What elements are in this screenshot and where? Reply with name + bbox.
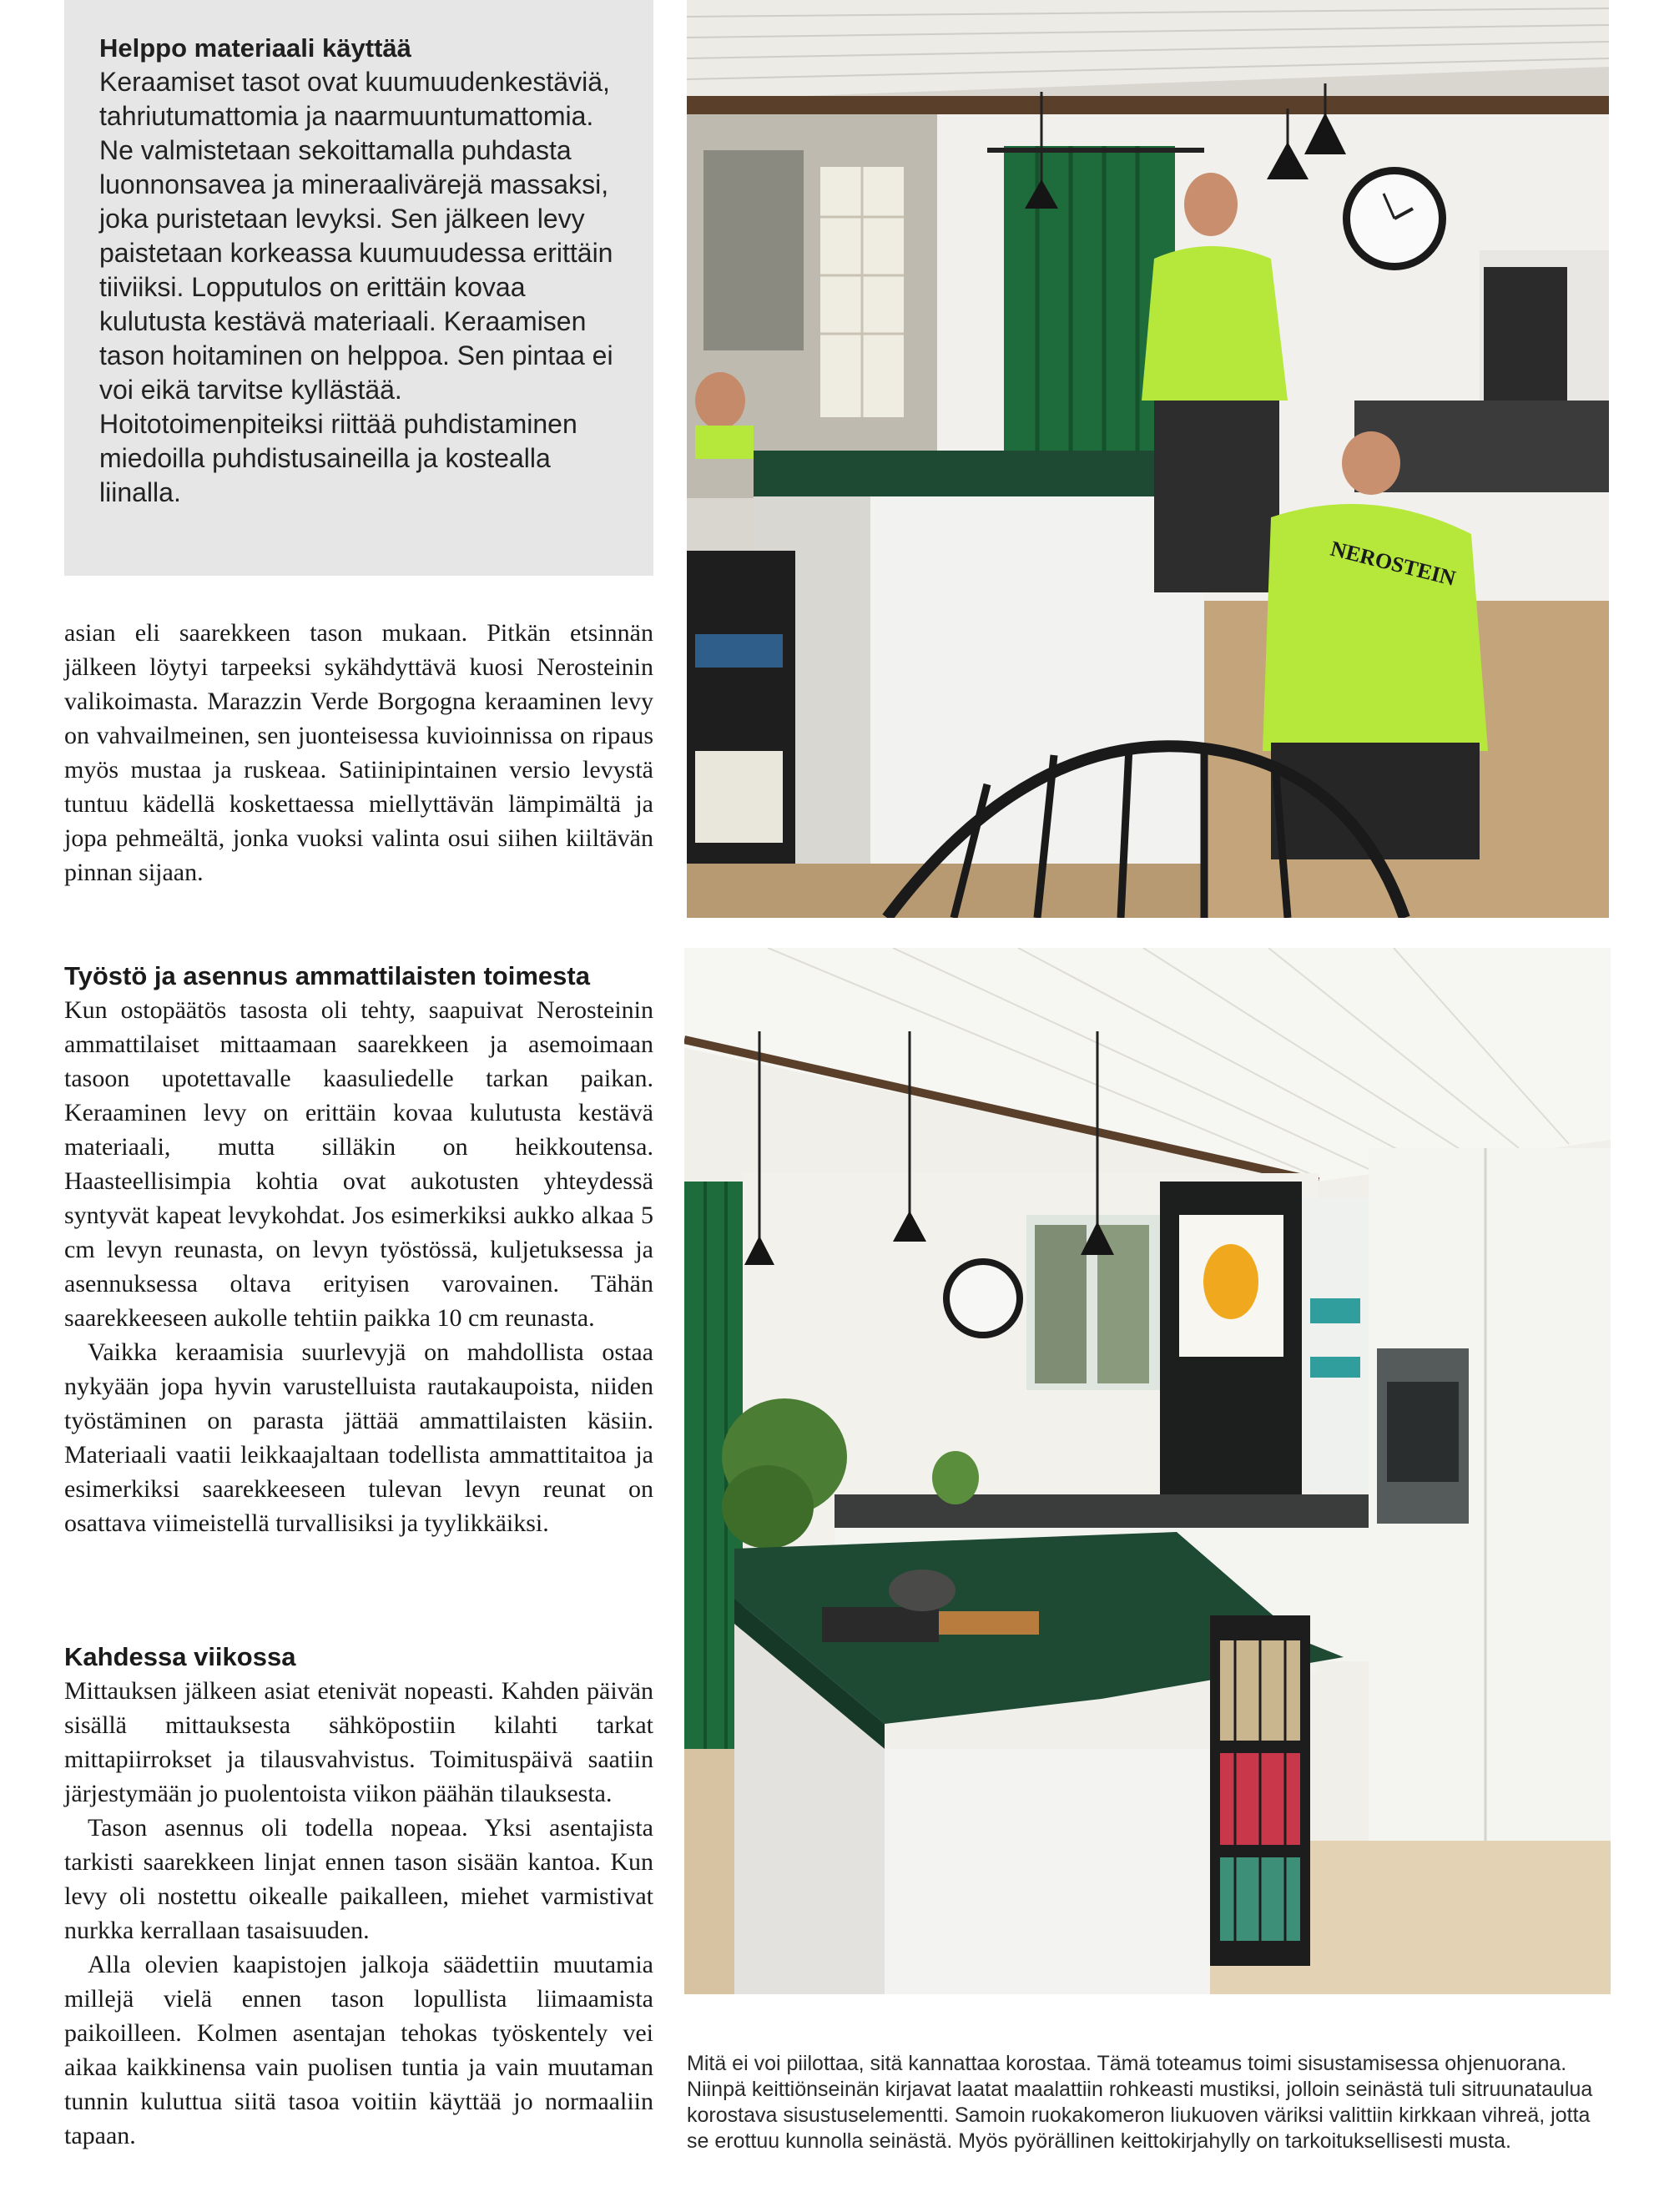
body-paragraph: Mittauksen jälkeen asiat etenivät nopeasti. Kahden päivän sisällä mittauksesta sähköpostiin kilahti tarkat mittapiirrokset ja tilausvahvistus. Toimituspäivä saatiin järjestymään jo puolentoista viikon päähän tilauksesta. <box>64 1677 653 1807</box>
body-paragraph: Kun ostopäätös tasosta oli tehty, saapuivat Nerosteinin ammattilaiset mittaamaan saarekkeen ja asemoimaan tasoon upotettavalle kaasuliedelle tarkan paikan. Keraaminen levy on erittäin kovaa kulutusta kestävä materiaali, mutta silläkin on heikkoutensa. Haasteellisimpia kohtia ovat aukotusten yhteydessä syntyvät kapeat levykohdat. Jos esimerkiksi aukko alkaa 5 cm levyn reunasta, on levyn työstössä, kuljetuksessa ja asennuksessa oltava erityisen varovainen. Tähän saarekkeeseen aukolle tehtiin paikka 10 cm reunasta. <box>64 996 653 1332</box>
section-kahdessa-viikossa <box>64 1640 653 2153</box>
section-heading: Työstö ja asennus ammattilaisten toimesta <box>64 961 590 990</box>
intro-paragraph: asian eli saarekkeen tason mukaan. Pitkän etsinnän jälkeen löytyi tarpeeksi sykähdyttävä kuosi Nerosteinin valikoimasta. Marazzin Verde Borgogna keraaminen levy on vahvailmeinen, sen juonteisessa kuvioinnissa on ripaus myös mustaa ja ruskeaa. Satiinipintainen versio levystä tuntuu kädellä koskettaessa miellyttävän lämpimältä ja jopa pehmeältä, jonka vuoksi valinta osui siihen kiiltävän pinnan sijaan. <box>64 619 653 886</box>
body-paragraph: Vaikka keraamisia suurlevyjä on mahdollista ostaa nykyään jopa hyvin varustelluista rautakaupoista, niiden työstäminen on parasta jättää ammattilaisten käsiin. Materiaali vaatii leikkaajaltaan todellista ammattitaitoa ja esimerkiksi saarekkeeseen tulevan levyn reunat on osattava viimeistellä turvallisiksi ja tyylikkäiksi. <box>64 1338 653 1537</box>
section-heading: Kahdessa viikossa <box>64 1642 296 1671</box>
body-paragraph: Alla olevien kaapistojen jalkoja säädettiin muutamia millejä vielä ennen tason lopullista liimaamista paikoilleen. Kolmen asentajan tehokas työskentely vei aikaa kaikkinensa vain puolisen tuntia ja vain muutaman tunnin kuluttua siitä tasoa voitiin käyttää jo normaaliin tapaan. <box>64 1951 653 2149</box>
info-box-title: Helppo materiaali käyttää <box>99 33 411 63</box>
intro-block <box>64 616 653 889</box>
info-box <box>64 0 653 576</box>
photo-finished-kitchen <box>684 948 1611 1994</box>
info-box-text: Keraamiset tasot ovat kuumuudenkestäviä, tahriutumattomia ja naarmuuntumattomia. Ne valmistetaan sekoittamalla puhdasta luonnonsavea ja mineraalivärejä massaksi, joka puristetaan levyksi. Sen jälkeen levy paistetaan korkeassa kuumuudessa erittäin tiiviiksi. Lopputulos on erittäin kovaa kulutusta kestävä materiaali. Keraamisen tason hoitaminen on helppoa. Sen pintaa ei voi eikä tarvitse kyllästää. Hoitotoimenpiteiksi riittää puhdistaminen miedoilla puhdistusaineilla ja kostealla liinalla. <box>99 67 613 507</box>
section-tyosto <box>64 960 653 1540</box>
photo-installation <box>687 0 1609 918</box>
shirt-print: NEROSTEIN <box>1328 536 1459 591</box>
body-paragraph: Tason asennus oli todella nopeaa. Yksi asentajista tarkisti saarekkeen linjat ennen tason sisään kantoa. Kun levy oli nostettu oikealle paikalleen, miehet varmistivat nurkka kerrallaan tasaisuuden. <box>64 1814 653 1944</box>
photo-caption: Mitä ei voi piilottaa, sitä kannattaa korostaa. Tämä toteamus toimi sisustamisessa ohjenuorana. Niinpä keittiönseinän kirjavat laatat maalattiin rohkeasti mustiksi, jolloin seinästä tuli sitruunataulua korostava sisustuselementti. Samoin ruokakomeron liukuoven väriksi valittiin kirkkaan vihreä, jotta se erottuu kunnolla seinästä. Myös pyörällinen keittokirjahylly on tarkoituksellisesti musta. <box>687 2052 1593 2153</box>
